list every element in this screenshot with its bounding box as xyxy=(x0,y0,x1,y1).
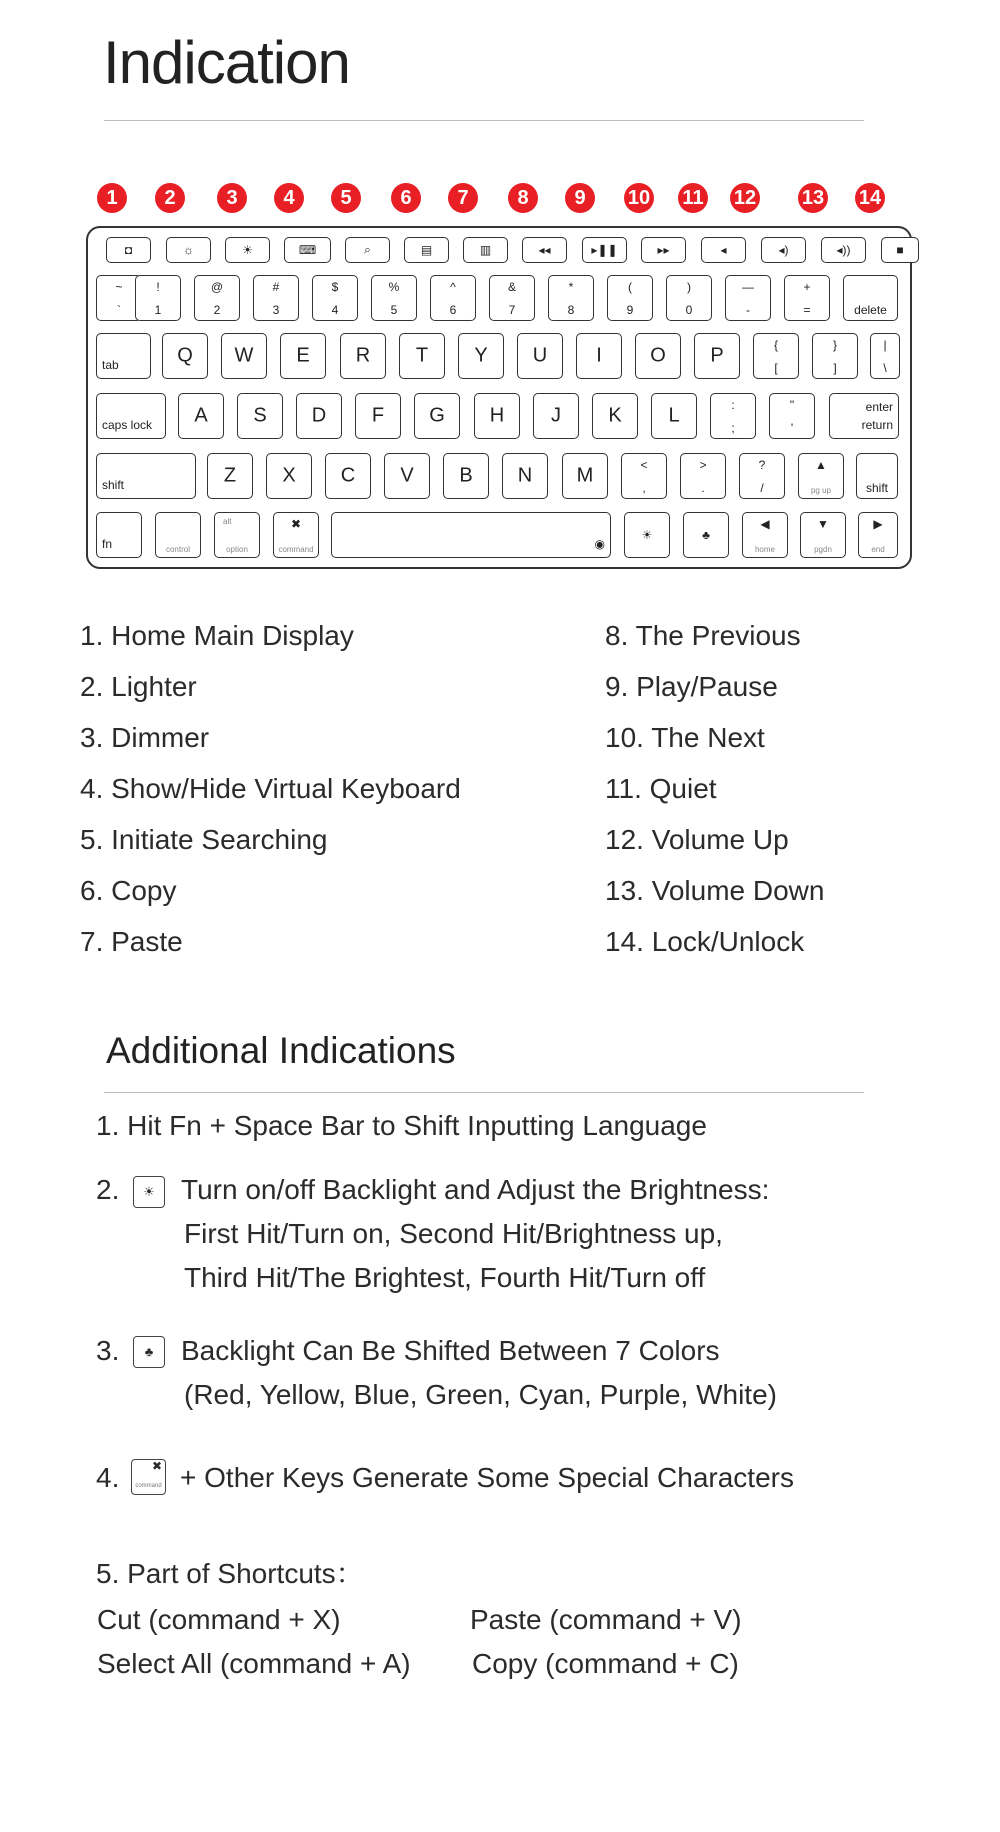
callout-badge-3: 3 xyxy=(217,183,247,213)
mute-icon: ◂ xyxy=(720,243,727,257)
key-bottom-label: 8 xyxy=(567,303,575,317)
letter-label: F xyxy=(371,404,385,427)
callout-badge-10: 10 xyxy=(624,183,654,213)
symbol-key xyxy=(739,453,785,499)
key-top-label: { xyxy=(773,338,778,352)
letter-key xyxy=(651,393,697,439)
key-top-label: ) xyxy=(687,280,691,294)
home-key xyxy=(742,512,788,558)
callout-badge-9: 9 xyxy=(565,183,595,213)
key-top-label: & xyxy=(507,280,516,294)
letter-label: M xyxy=(576,464,594,487)
num-key xyxy=(371,275,417,321)
section-heading: Additional Indications xyxy=(106,1030,456,1071)
fn-key-1 xyxy=(106,237,151,263)
key-bottom-label: 9 xyxy=(626,303,634,317)
enter-key xyxy=(829,393,899,439)
additional-item-2-line2: First Hit/Turn on, Second Hit/Brightness up, xyxy=(184,1218,723,1249)
key-bottom-label: 0 xyxy=(685,303,693,317)
section-divider xyxy=(104,1092,864,1093)
letter-key xyxy=(207,453,253,499)
letter-key xyxy=(162,333,208,379)
letter-label: C xyxy=(340,464,356,487)
enter-label: enter xyxy=(865,400,893,414)
letter-label: J xyxy=(551,404,561,427)
letter-key xyxy=(399,333,445,379)
fn-key-13 xyxy=(821,237,866,263)
letter-key xyxy=(576,333,622,379)
volume-up-icon: ◂)) xyxy=(836,243,851,257)
key-top-label: < xyxy=(640,458,648,472)
additional-item-2-number: 2. xyxy=(96,1174,120,1205)
letter-key xyxy=(443,453,489,499)
key-bottom-label: ] xyxy=(833,361,837,375)
dimmer-icon: ☀ xyxy=(242,243,253,257)
key-bottom-label: ; xyxy=(731,421,735,435)
volume-down-icon: ◂) xyxy=(778,243,789,257)
key-top-label: — xyxy=(742,280,754,294)
symbol-key xyxy=(870,333,900,379)
letter-key xyxy=(414,393,460,439)
num-key xyxy=(784,275,830,321)
fn-key-3 xyxy=(225,237,270,263)
search-icon: ⌕ xyxy=(364,242,371,257)
delete-key xyxy=(843,275,898,321)
fn-key-14 xyxy=(881,237,919,263)
callout-badge-5: 5 xyxy=(331,183,361,213)
key-bottom-label: . xyxy=(701,481,705,495)
num-key xyxy=(666,275,712,321)
globe-icon: ◉ xyxy=(594,537,605,551)
fn-modifier-key xyxy=(96,512,142,558)
key-top-label: | xyxy=(883,338,887,352)
letter-key xyxy=(178,393,224,439)
additional-item-4-number: 4. xyxy=(96,1462,120,1493)
color-key-icon: ♣ xyxy=(133,1336,165,1368)
letter-key xyxy=(237,393,283,439)
color-icon: ♣ xyxy=(702,528,710,542)
num-key xyxy=(548,275,594,321)
key-top-label: : xyxy=(731,398,735,412)
letter-label: Q xyxy=(177,344,193,367)
shift-key xyxy=(96,453,196,499)
up-arrow-icon: ▲ xyxy=(815,458,827,472)
letter-key xyxy=(635,333,681,379)
shift-label: shift xyxy=(865,481,888,495)
num-key xyxy=(725,275,771,321)
key-bottom-label: 7 xyxy=(508,303,516,317)
key-top-label: + xyxy=(803,280,811,294)
letter-key xyxy=(474,393,520,439)
keyboard-icon: ⌨ xyxy=(298,243,317,257)
option-label: option xyxy=(226,545,248,554)
function-item: 8. The Previous xyxy=(605,620,801,651)
letter-label: S xyxy=(253,404,267,427)
caps-lock-label: caps lock xyxy=(102,418,153,432)
function-item: 12. Volume Up xyxy=(605,824,789,855)
letter-label: Z xyxy=(223,464,237,487)
function-item: 6. Copy xyxy=(80,875,177,906)
page-title: Indication xyxy=(103,29,350,96)
key-bottom-label: = xyxy=(803,303,811,317)
callout-badge-12: 12 xyxy=(730,183,760,213)
key-bottom-label: 3 xyxy=(272,303,280,317)
end-key xyxy=(858,512,898,558)
letter-label: N xyxy=(517,464,533,487)
key-top-label: * xyxy=(568,280,574,294)
key-top-label: > xyxy=(699,458,707,472)
fn-key-6 xyxy=(404,237,449,263)
letter-label: U xyxy=(532,344,548,367)
backlight-key-icon: ☀ xyxy=(133,1176,165,1208)
backlight-icon: ☀ xyxy=(641,528,653,542)
function-item: 7. Paste xyxy=(80,926,183,957)
fn-key-2 xyxy=(166,237,211,263)
letter-key xyxy=(221,333,267,379)
letter-label: E xyxy=(296,344,310,367)
key-bottom-label: [ xyxy=(774,361,778,375)
alt-label: alt xyxy=(223,517,232,526)
key-top-label: % xyxy=(388,280,400,294)
backlight-key xyxy=(624,512,670,558)
fn-key-11 xyxy=(701,237,746,263)
copy-icon: ▤ xyxy=(420,243,433,257)
additional-item-3-number: 3. xyxy=(96,1335,120,1366)
next-icon: ▸▸ xyxy=(657,243,670,257)
additional-item-5: 5. Part of Shortcuts： xyxy=(96,1558,364,1589)
key-top-label: ! xyxy=(156,280,160,294)
letter-key xyxy=(562,453,608,499)
letter-key xyxy=(694,333,740,379)
key-top-label: ? xyxy=(758,458,766,472)
letter-key xyxy=(266,453,312,499)
function-item: 11. Quiet xyxy=(605,773,717,804)
function-item: 5. Initiate Searching xyxy=(80,824,328,855)
shift-right-key xyxy=(856,453,898,499)
num-key xyxy=(489,275,535,321)
keyboard-diagram xyxy=(86,226,912,569)
letter-label: P xyxy=(710,344,724,367)
letter-key xyxy=(533,393,579,439)
callout-badge-14: 14 xyxy=(855,183,885,213)
function-item: 1. Home Main Display xyxy=(80,620,354,651)
shortcut-paste: Paste (command + V) xyxy=(470,1604,742,1635)
letter-label: G xyxy=(429,404,445,427)
symbol-key xyxy=(710,393,756,439)
letter-label: O xyxy=(650,344,666,367)
key-top-label: $ xyxy=(331,280,339,294)
key-bottom-label: ' xyxy=(790,421,794,435)
letter-key xyxy=(325,453,371,499)
letter-key xyxy=(592,393,638,439)
fn-key-12 xyxy=(761,237,806,263)
play-pause-icon: ▸❚❚ xyxy=(591,243,618,257)
letter-key xyxy=(458,333,504,379)
function-item: 14. Lock/Unlock xyxy=(605,926,805,957)
lock-icon: ■ xyxy=(896,243,904,257)
tab-label: tab xyxy=(102,358,119,372)
function-item: 10. The Next xyxy=(605,722,765,753)
letter-label: X xyxy=(282,464,296,487)
delete-label: delete xyxy=(854,303,887,317)
caps-lock-key xyxy=(96,393,166,439)
symbol-key xyxy=(680,453,726,499)
shift-label: shift xyxy=(102,478,125,492)
letter-label: Y xyxy=(474,344,488,367)
letter-key xyxy=(517,333,563,379)
key-top-label: ~ xyxy=(115,280,123,294)
letter-label: T xyxy=(415,344,429,367)
letter-label: R xyxy=(355,344,371,367)
key-bottom-label: 6 xyxy=(449,303,457,317)
key-top-label: # xyxy=(272,280,280,294)
num-key xyxy=(194,275,240,321)
letter-label: B xyxy=(459,464,473,487)
shortcut-select-all: Select All (command + A) xyxy=(97,1648,411,1679)
page-up-key xyxy=(798,453,844,499)
space-bar xyxy=(331,512,611,558)
function-item: 3. Dimmer xyxy=(80,722,210,753)
fn-key-5 xyxy=(345,237,390,263)
command-label: command xyxy=(278,545,314,554)
fn-key-9 xyxy=(582,237,627,263)
lighter-icon: ☼ xyxy=(183,243,194,257)
command-key-icon: ✖ command xyxy=(131,1459,166,1495)
letter-key xyxy=(280,333,326,379)
additional-item-4-line1: + Other Keys Generate Some Special Characters xyxy=(180,1462,794,1493)
control-label: control xyxy=(165,545,190,554)
shortcut-cut: Cut (command + X) xyxy=(97,1604,341,1635)
key-bottom-label: 2 xyxy=(213,303,221,317)
callout-badge-2: 2 xyxy=(155,183,185,213)
additional-item-2-line3: Third Hit/The Brightest, Fourth Hit/Turn off xyxy=(184,1262,706,1293)
letter-key xyxy=(502,453,548,499)
fn-label: fn xyxy=(102,537,113,551)
command-symbol-icon: ✖ xyxy=(290,517,302,531)
control-key xyxy=(155,512,201,558)
letter-label: L xyxy=(668,404,680,427)
key-bottom-label: / xyxy=(760,481,764,495)
key-bottom-label: , xyxy=(642,481,646,495)
pgdn-label: pgdn xyxy=(814,545,832,554)
symbol-key xyxy=(769,393,815,439)
callout-badge-6: 6 xyxy=(391,183,421,213)
function-item: 13. Volume Down xyxy=(605,875,825,906)
key-bottom-label: 4 xyxy=(331,303,339,317)
command-key-label: command xyxy=(135,1483,162,1489)
num-key xyxy=(430,275,476,321)
symbol-key xyxy=(812,333,858,379)
key-top-label: @ xyxy=(210,280,224,294)
pgup-label: pg up xyxy=(810,486,832,495)
letter-key xyxy=(384,453,430,499)
callout-badge-7: 7 xyxy=(448,183,478,213)
fn-key-8 xyxy=(522,237,567,263)
letter-label: H xyxy=(489,404,505,427)
additional-item-2-line1: Turn on/off Backlight and Adjust the Brightness: xyxy=(181,1174,770,1205)
callout-badge-8: 8 xyxy=(508,183,538,213)
letter-label: V xyxy=(400,464,414,487)
additional-item-3-line2: (Red, Yellow, Blue, Green, Cyan, Purple, White) xyxy=(184,1379,777,1410)
key-top-label: ( xyxy=(628,280,632,294)
num-key xyxy=(135,275,181,321)
num-key xyxy=(253,275,299,321)
letter-key xyxy=(340,333,386,379)
page-down-key xyxy=(800,512,846,558)
letter-label: D xyxy=(311,404,327,427)
key-top-label: } xyxy=(832,338,837,352)
fn-key-4 xyxy=(284,237,331,263)
home-label: home xyxy=(754,545,775,554)
key-top-label: " xyxy=(789,398,795,412)
key-top-label: ^ xyxy=(450,280,456,294)
letter-key xyxy=(355,393,401,439)
symbol-key xyxy=(621,453,667,499)
callout-row xyxy=(0,183,1000,223)
option-key xyxy=(214,512,260,558)
home-icon: ◘ xyxy=(124,243,133,257)
title-divider xyxy=(104,120,864,121)
letter-label: K xyxy=(608,404,622,427)
key-bottom-label: 5 xyxy=(390,303,398,317)
letter-label: I xyxy=(596,344,602,367)
key-bottom-label: 1 xyxy=(154,303,162,317)
function-item: 4. Show/Hide Virtual Keyboard xyxy=(80,773,461,804)
function-item: 2. Lighter xyxy=(80,671,197,702)
callout-badge-4: 4 xyxy=(274,183,304,213)
paste-icon: ▥ xyxy=(479,243,492,257)
key-bottom-label: \ xyxy=(883,361,887,375)
right-arrow-icon: ▶ xyxy=(873,517,883,531)
additional-item-1: 1. Hit Fn + Space Bar to Shift Inputting Language xyxy=(96,1110,707,1141)
callout-badge-11: 11 xyxy=(678,183,708,213)
fn-key-7 xyxy=(463,237,508,263)
callout-badge-1: 1 xyxy=(97,183,127,213)
tab-key xyxy=(96,333,151,379)
key-bottom-label: ` xyxy=(117,303,121,317)
callout-badge-13: 13 xyxy=(798,183,828,213)
num-key xyxy=(607,275,653,321)
letter-label: W xyxy=(234,344,254,367)
num-key xyxy=(312,275,358,321)
shortcut-copy: Copy (command + C) xyxy=(472,1648,739,1679)
color-key xyxy=(683,512,729,558)
function-item: 9. Play/Pause xyxy=(605,671,778,702)
end-label: end xyxy=(871,545,885,554)
fn-key-10 xyxy=(641,237,686,263)
left-arrow-icon: ◀ xyxy=(760,517,770,531)
letter-key xyxy=(296,393,342,439)
key-bottom-label: - xyxy=(746,303,750,317)
symbol-key xyxy=(753,333,799,379)
previous-icon: ◂◂ xyxy=(538,243,551,257)
additional-item-3-line1: Backlight Can Be Shifted Between 7 Colors xyxy=(181,1335,720,1366)
command-key xyxy=(273,512,319,558)
return-label: return xyxy=(861,418,893,432)
letter-label: A xyxy=(194,404,208,427)
down-arrow-icon: ▼ xyxy=(817,517,829,531)
